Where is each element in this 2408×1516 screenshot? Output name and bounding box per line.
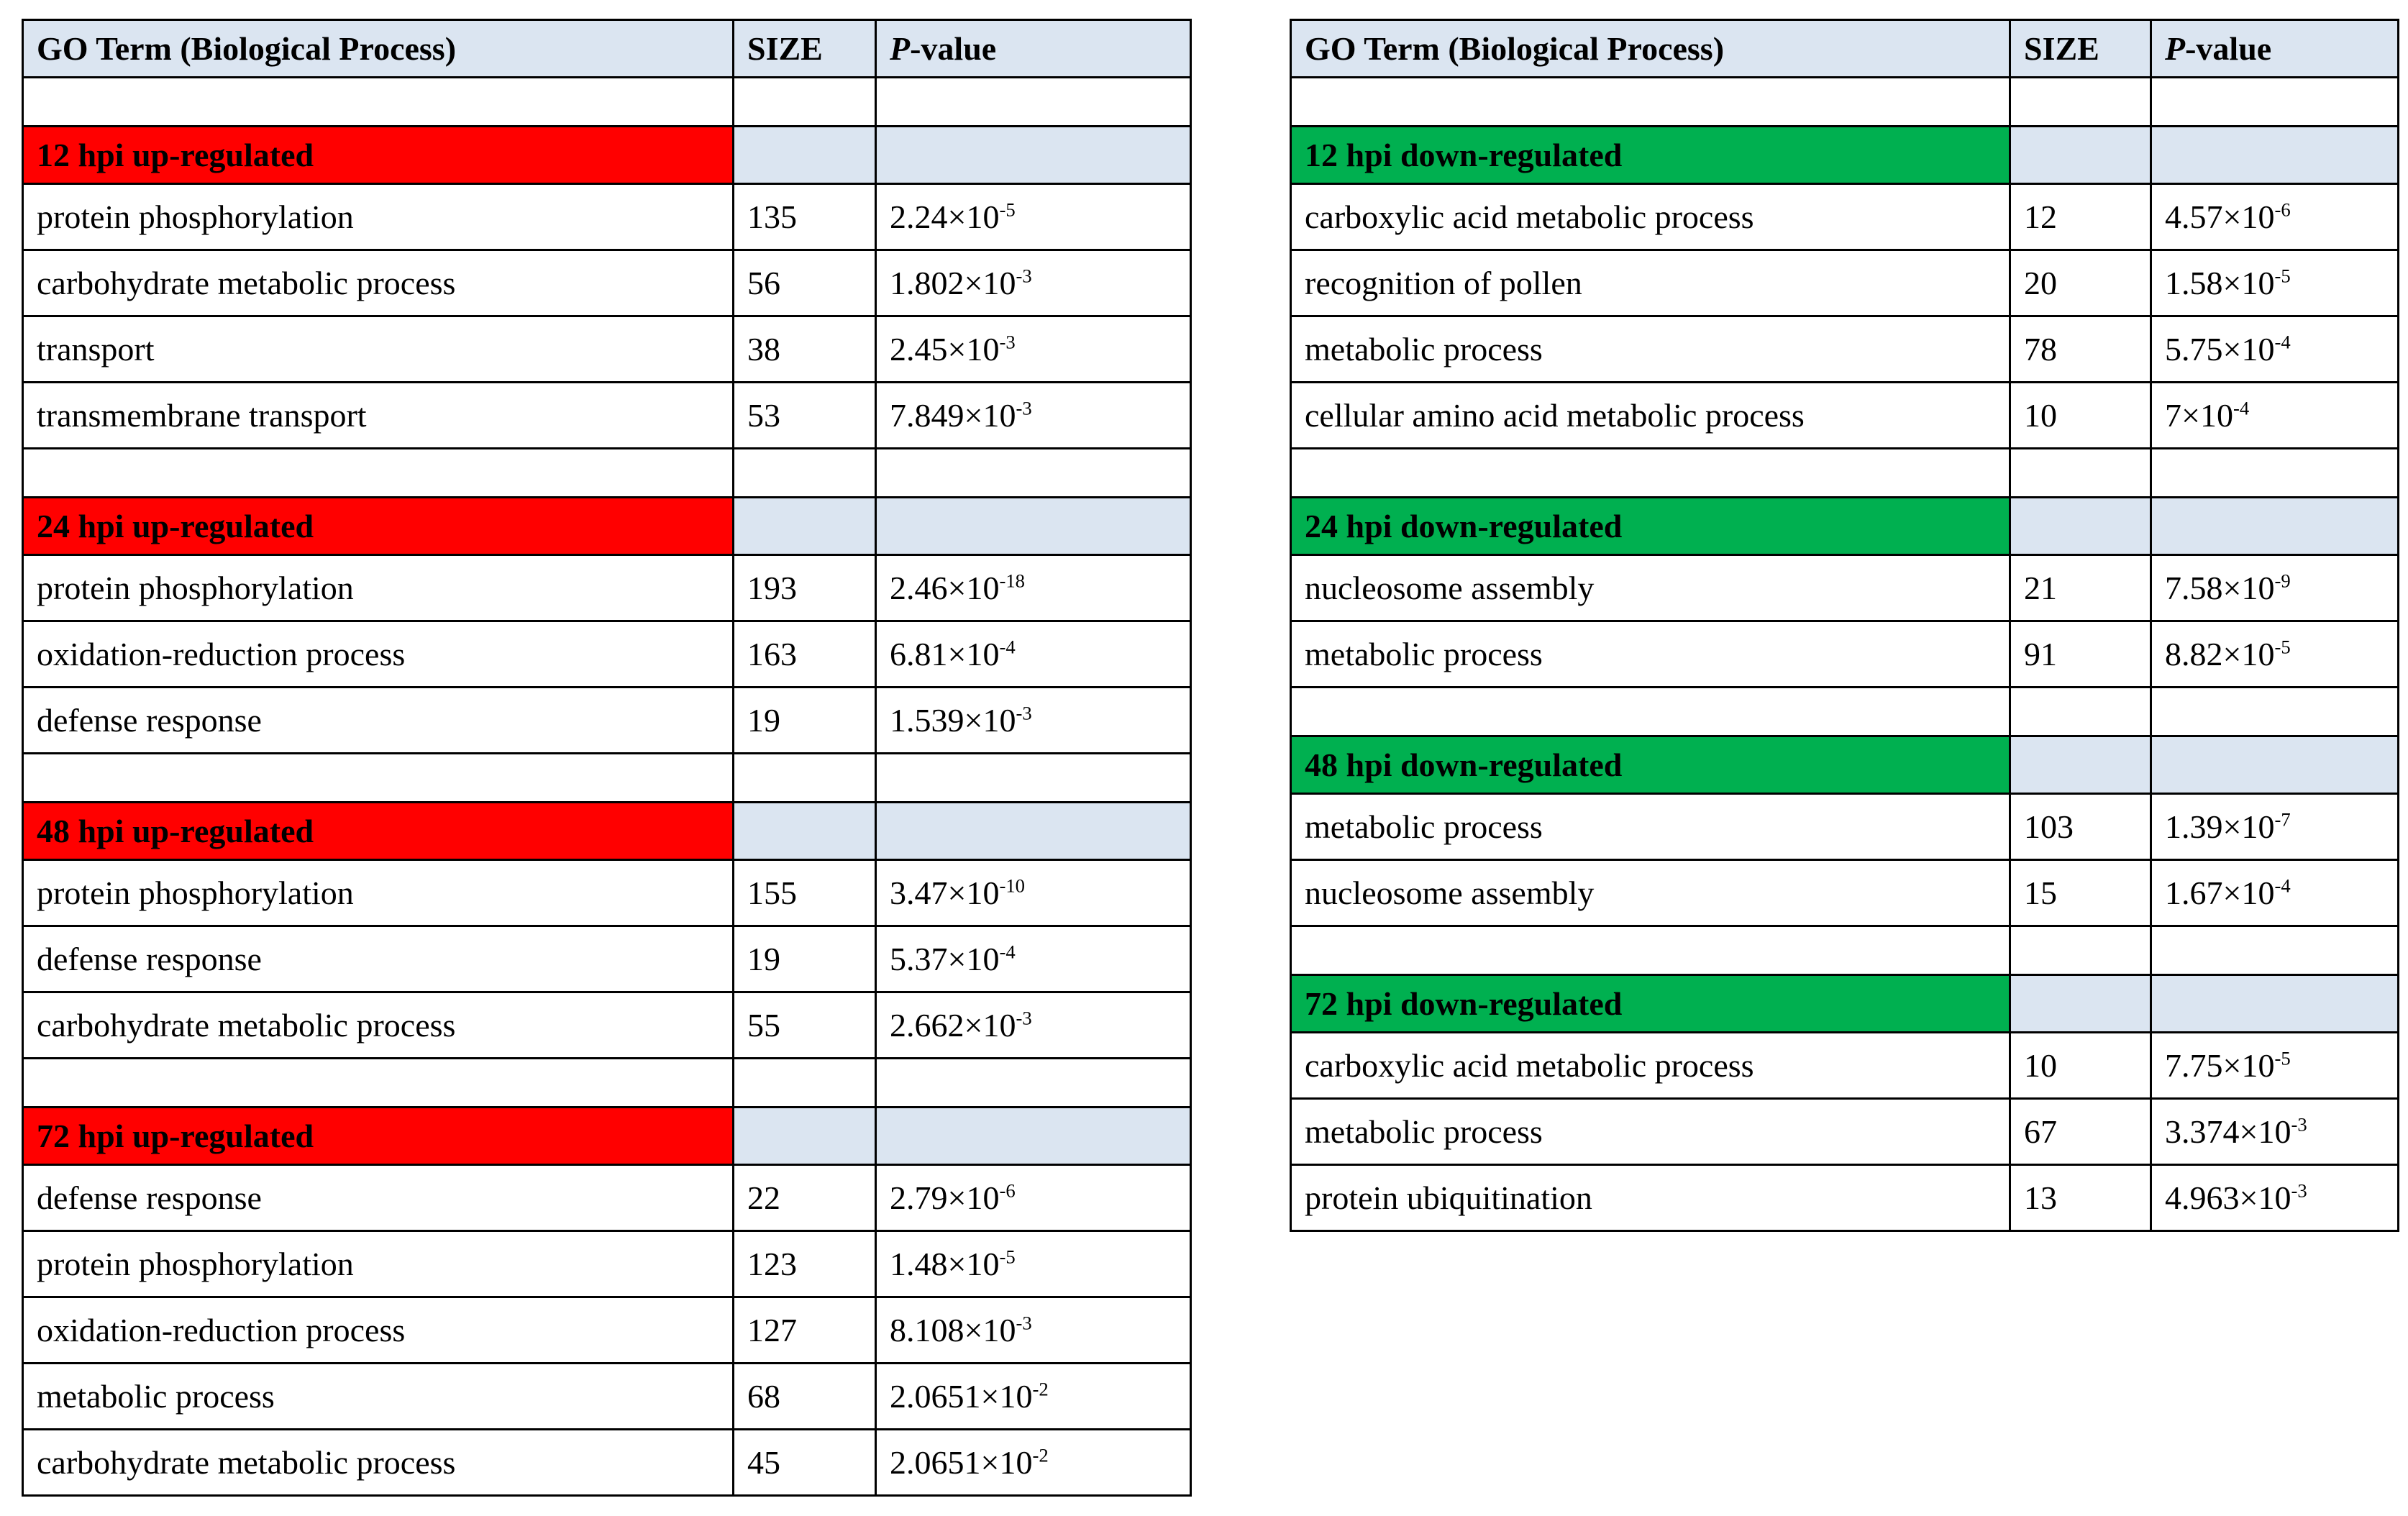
size-cell: 10	[2010, 1033, 2151, 1099]
spacer-cell	[2010, 449, 2151, 498]
go-term-row	[23, 1430, 1191, 1496]
spacer-cell	[2151, 926, 2399, 975]
size-cell: 20	[2010, 250, 2151, 316]
size-cell: 55	[734, 992, 876, 1059]
go-term-row	[1291, 860, 2399, 926]
column-header-row	[23, 20, 1191, 78]
spacer-row	[23, 1059, 1191, 1108]
spacer-cell	[1291, 688, 2010, 736]
go-term-cell: metabolic process	[1291, 1099, 2010, 1165]
pvalue-exponent: -18	[999, 570, 1026, 592]
pvalue-exponent: -3	[2291, 1113, 2307, 1136]
go-term-cell: carbohydrate metabolic process	[23, 992, 734, 1059]
pvalue-cell: $2.662\times 10^{-3}$	[876, 992, 1191, 1059]
spacer-cell	[23, 1059, 734, 1108]
pvalue-cell: $7.58\times 10^{-9}$	[2151, 555, 2399, 621]
pvalue-cell: $2.0651\times 10^{-2}$	[876, 1364, 1191, 1430]
up-regulated-go-table	[22, 19, 1192, 1497]
pvalue-cell: $2.0651\times 10^{-2}$	[876, 1430, 1191, 1496]
size-cell: 13	[2010, 1165, 2151, 1231]
section-band-cell	[2010, 498, 2151, 555]
size-cell: 12	[2010, 184, 2151, 250]
section-band-cell	[876, 803, 1191, 860]
go-term-row	[1291, 383, 2399, 449]
size-column-header: SIZE	[734, 20, 876, 78]
go-term-cell: oxidation-reduction process	[23, 1297, 734, 1364]
pvalue-cell: $1.67\times 10^{-4}$	[2151, 860, 2399, 926]
section-header-label: 24 hpi up-regulated	[23, 498, 734, 555]
go-term-row	[1291, 184, 2399, 250]
spacer-cell	[2151, 688, 2399, 736]
section-header-row	[23, 127, 1191, 184]
section-band-cell	[2151, 975, 2399, 1033]
pvalue-exponent: -6	[999, 1179, 1016, 1202]
column-header-row	[1291, 20, 2399, 78]
pvalue-exponent: -5	[999, 1246, 1016, 1268]
go-term-row	[1291, 316, 2399, 383]
pvalue-cell: $1.539\times 10^{-3}$	[876, 688, 1191, 754]
down-regulated-table-container	[1290, 19, 2399, 1232]
section-band-cell	[2010, 127, 2151, 184]
spacer-row	[23, 754, 1191, 803]
pvalue-exponent: -4	[2274, 875, 2291, 897]
go-term-cell: nucleosome assembly	[1291, 860, 2010, 926]
pvalue-exponent: -9	[2274, 570, 2291, 592]
go-term-cell: protein phosphorylation	[23, 1231, 734, 1297]
pvalue-cell: $2.79\times 10^{-6}$	[876, 1165, 1191, 1231]
go-term-row	[23, 184, 1191, 250]
spacer-cell	[876, 754, 1191, 803]
pvalue-exponent: -4	[999, 636, 1016, 658]
pvalue-exponent: -4	[2233, 397, 2250, 419]
spacer-cell	[23, 78, 734, 127]
go-term-row	[1291, 1033, 2399, 1099]
section-band-cell	[2010, 975, 2151, 1033]
size-cell: 127	[734, 1297, 876, 1364]
go-term-cell: defense response	[23, 926, 734, 992]
spacer-row	[23, 449, 1191, 498]
go-term-cell: defense response	[23, 688, 734, 754]
spacer-cell	[876, 1059, 1191, 1108]
pvalue-cell: $8.82\times 10^{-5}$	[2151, 621, 2399, 688]
go-term-row	[1291, 555, 2399, 621]
pvalue-cell: $1.39\times 10^{-7}$	[2151, 794, 2399, 860]
go-term-cell: carbohydrate metabolic process	[23, 1430, 734, 1496]
go-term-column-header: GO Term (Biological Process)	[23, 20, 734, 78]
spacer-cell	[734, 1059, 876, 1108]
size-cell: 123	[734, 1231, 876, 1297]
go-term-row	[23, 621, 1191, 688]
go-term-row	[1291, 250, 2399, 316]
size-cell: 45	[734, 1430, 876, 1496]
spacer-cell	[876, 449, 1191, 498]
size-cell: 56	[734, 250, 876, 316]
pvalue-exponent: -5	[2274, 636, 2291, 658]
size-cell: 155	[734, 860, 876, 926]
pvalue-cell: $3.47\times 10^{-10}$	[876, 860, 1191, 926]
pvalue-exponent: -3	[1016, 1007, 1032, 1029]
spacer-cell	[734, 754, 876, 803]
size-cell: 19	[734, 926, 876, 992]
go-term-cell: metabolic process	[1291, 621, 2010, 688]
go-term-row	[1291, 1099, 2399, 1165]
pvalue-italic-p: P	[890, 30, 911, 67]
go-term-row	[23, 1231, 1191, 1297]
pvalue-cell: $2.24\times 10^{-5}$	[876, 184, 1191, 250]
section-band-cell	[2151, 736, 2399, 794]
down-regulated-go-table	[1290, 19, 2399, 1232]
spacer-cell	[1291, 926, 2010, 975]
size-cell: 193	[734, 555, 876, 621]
spacer-row	[1291, 449, 2399, 498]
pvalue-exponent: -5	[2274, 1047, 2291, 1069]
size-cell: 22	[734, 1165, 876, 1231]
go-term-row	[23, 860, 1191, 926]
section-band-cell	[876, 1108, 1191, 1165]
section-band-cell	[2010, 736, 2151, 794]
section-header-row	[23, 803, 1191, 860]
size-cell: 67	[2010, 1099, 2151, 1165]
size-cell: 163	[734, 621, 876, 688]
spacer-cell	[734, 449, 876, 498]
section-band-cell	[734, 498, 876, 555]
spacer-cell	[23, 449, 734, 498]
pvalue-cell: $7\times 10^{-4}$	[2151, 383, 2399, 449]
go-term-row	[23, 1165, 1191, 1231]
pvalue-exponent: -6	[2274, 198, 2291, 221]
pvalue-column-header: P-value	[876, 20, 1191, 78]
section-header-row	[1291, 736, 2399, 794]
spacer-row	[1291, 926, 2399, 975]
pvalue-cell: $8.108\times 10^{-3}$	[876, 1297, 1191, 1364]
go-term-cell: metabolic process	[23, 1364, 734, 1430]
section-header-label: 24 hpi down-regulated	[1291, 498, 2010, 555]
size-cell: 135	[734, 184, 876, 250]
go-term-cell: recognition of pollen	[1291, 250, 2010, 316]
go-term-row	[1291, 621, 2399, 688]
pvalue-exponent: -2	[1032, 1378, 1049, 1400]
spacer-row	[23, 78, 1191, 127]
pvalue-cell: $2.46\times 10^{-18}$	[876, 555, 1191, 621]
section-header-row	[1291, 498, 2399, 555]
section-band-cell	[734, 127, 876, 184]
size-cell: 91	[2010, 621, 2151, 688]
section-header-row	[23, 498, 1191, 555]
section-header-label: 12 hpi down-regulated	[1291, 127, 2010, 184]
go-term-cell: oxidation-reduction process	[23, 621, 734, 688]
size-cell: 38	[734, 316, 876, 383]
go-term-cell: protein ubiquitination	[1291, 1165, 2010, 1231]
pvalue-cell: $2.45\times 10^{-3}$	[876, 316, 1191, 383]
spacer-cell	[2010, 78, 2151, 127]
pvalue-exponent: -7	[2274, 808, 2291, 831]
go-term-cell: nucleosome assembly	[1291, 555, 2010, 621]
size-cell: 103	[2010, 794, 2151, 860]
go-term-cell: metabolic process	[1291, 794, 2010, 860]
size-cell: 53	[734, 383, 876, 449]
spacer-cell	[2010, 926, 2151, 975]
spacer-cell	[876, 78, 1191, 127]
section-header-label: 48 hpi down-regulated	[1291, 736, 2010, 794]
go-term-row	[23, 250, 1191, 316]
go-term-row	[23, 688, 1191, 754]
go-term-cell: protein phosphorylation	[23, 555, 734, 621]
pvalue-cell: $1.58\times 10^{-5}$	[2151, 250, 2399, 316]
pvalue-cell: $7.75\times 10^{-5}$	[2151, 1033, 2399, 1099]
section-header-label: 48 hpi up-regulated	[23, 803, 734, 860]
pvalue-exponent: -3	[1016, 1312, 1032, 1334]
pvalue-cell: $1.802\times 10^{-3}$	[876, 250, 1191, 316]
go-term-row	[23, 992, 1191, 1059]
section-header-label: 72 hpi down-regulated	[1291, 975, 2010, 1033]
section-header-row	[23, 1108, 1191, 1165]
go-term-cell: protein phosphorylation	[23, 184, 734, 250]
pvalue-cell: $5.75\times 10^{-4}$	[2151, 316, 2399, 383]
section-band-cell	[876, 498, 1191, 555]
go-term-row	[23, 926, 1191, 992]
pvalue-exponent: -3	[1016, 702, 1032, 724]
size-cell: 15	[2010, 860, 2151, 926]
section-header-label: 12 hpi up-regulated	[23, 127, 734, 184]
spacer-cell	[1291, 449, 2010, 498]
pvalue-italic-p: P	[2165, 30, 2186, 67]
spacer-cell	[1291, 78, 2010, 127]
spacer-cell	[2151, 78, 2399, 127]
section-band-cell	[2151, 498, 2399, 555]
pvalue-exponent: -4	[2274, 331, 2291, 353]
size-cell: 21	[2010, 555, 2151, 621]
section-header-row	[1291, 975, 2399, 1033]
section-band-cell	[876, 127, 1191, 184]
size-column-header: SIZE	[2010, 20, 2151, 78]
go-term-row	[23, 1297, 1191, 1364]
go-term-column-header: GO Term (Biological Process)	[1291, 20, 2010, 78]
spacer-cell	[23, 754, 734, 803]
go-term-cell: protein phosphorylation	[23, 860, 734, 926]
go-term-row	[23, 383, 1191, 449]
pvalue-exponent: -4	[999, 941, 1016, 963]
go-term-row	[23, 1364, 1191, 1430]
pvalue-exponent: -3	[999, 331, 1016, 353]
go-term-cell: metabolic process	[1291, 316, 2010, 383]
size-cell: 78	[2010, 316, 2151, 383]
pvalue-cell: $6.81\times 10^{-4}$	[876, 621, 1191, 688]
spacer-cell	[2151, 449, 2399, 498]
go-term-cell: transport	[23, 316, 734, 383]
spacer-cell	[2010, 688, 2151, 736]
pvalue-cell: $4.57\times 10^{-6}$	[2151, 184, 2399, 250]
pvalue-column-header: P-value	[2151, 20, 2399, 78]
pvalue-exponent: -3	[1016, 397, 1032, 419]
pvalue-exponent: -3	[2291, 1179, 2307, 1202]
section-header-label: 72 hpi up-regulated	[23, 1108, 734, 1165]
go-term-cell: carbohydrate metabolic process	[23, 250, 734, 316]
section-header-row	[1291, 127, 2399, 184]
spacer-cell	[734, 78, 876, 127]
spacer-row	[1291, 688, 2399, 736]
section-band-cell	[734, 803, 876, 860]
go-term-cell: defense response	[23, 1165, 734, 1231]
up-regulated-table-container	[22, 19, 1192, 1497]
pvalue-exponent: -5	[2274, 265, 2291, 287]
go-term-cell: carboxylic acid metabolic process	[1291, 184, 2010, 250]
pvalue-exponent: -5	[999, 198, 1016, 221]
go-term-row	[23, 316, 1191, 383]
spacer-row	[1291, 78, 2399, 127]
size-cell: 19	[734, 688, 876, 754]
pvalue-exponent: -2	[1032, 1444, 1049, 1466]
go-term-row	[23, 555, 1191, 621]
size-cell: 68	[734, 1364, 876, 1430]
section-band-cell	[2151, 127, 2399, 184]
pvalue-cell: $1.48\times 10^{-5}$	[876, 1231, 1191, 1297]
go-term-cell: transmembrane transport	[23, 383, 734, 449]
pvalue-cell: $7.849\times 10^{-3}$	[876, 383, 1191, 449]
pvalue-exponent: -3	[1016, 265, 1032, 287]
go-term-cell: carboxylic acid metabolic process	[1291, 1033, 2010, 1099]
section-band-cell	[734, 1108, 876, 1165]
pvalue-cell: $5.37\times 10^{-4}$	[876, 926, 1191, 992]
pvalue-cell: $4.963\times 10^{-3}$	[2151, 1165, 2399, 1231]
pvalue-exponent: -10	[999, 875, 1026, 897]
go-term-cell: cellular amino acid metabolic process	[1291, 383, 2010, 449]
go-term-row	[1291, 1165, 2399, 1231]
size-cell: 10	[2010, 383, 2151, 449]
go-term-row	[1291, 794, 2399, 860]
pvalue-cell: $3.374\times 10^{-3}$	[2151, 1099, 2399, 1165]
